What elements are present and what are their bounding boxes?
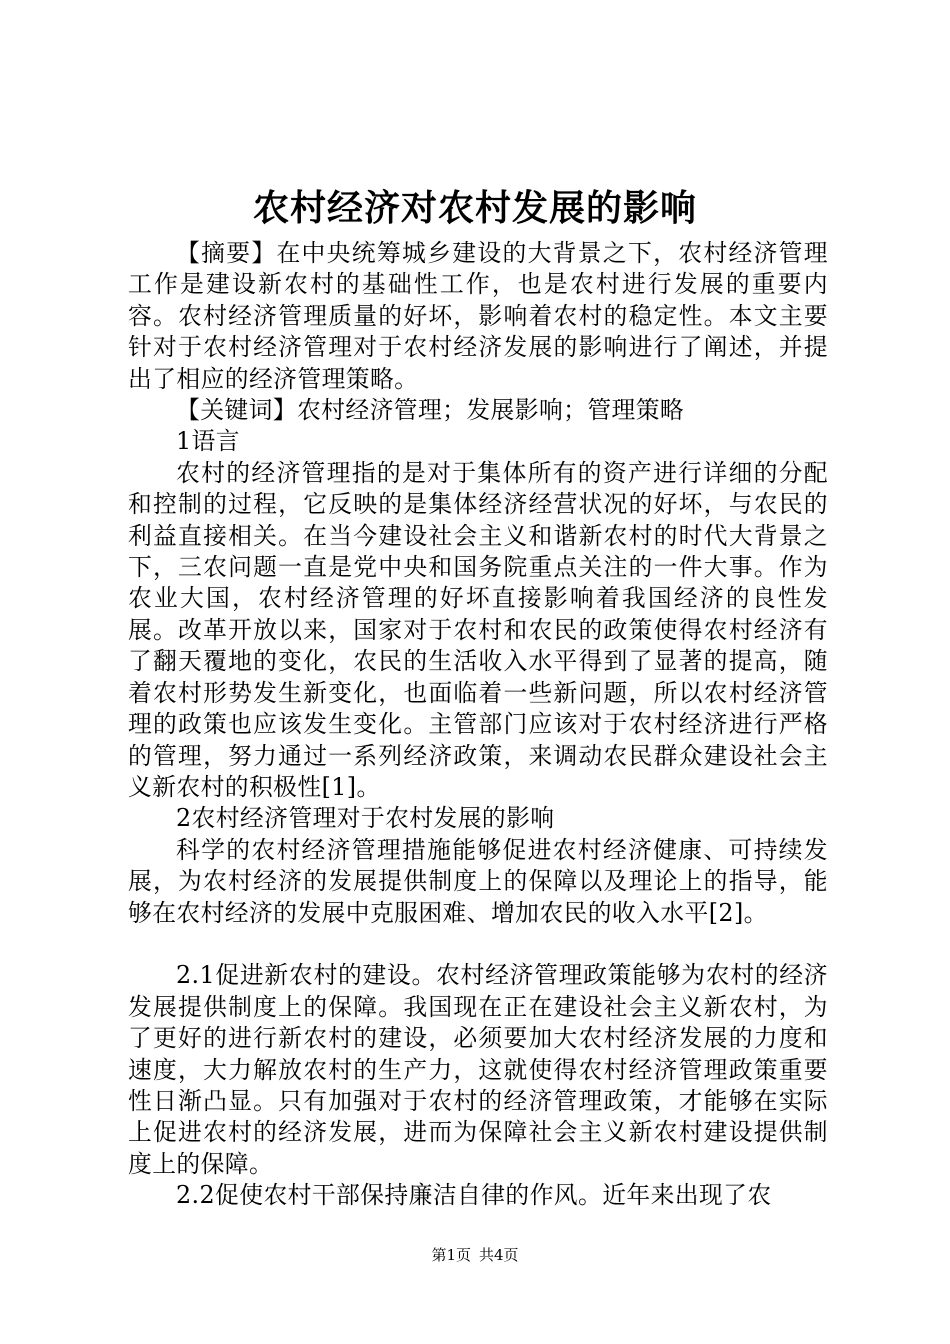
section-1-paragraph: 农村的经济管理指的是对于集体所有的资产进行详细的分配和控制的过程，它反映的是集体经济经营状况的好坏，与农民的利益直接相关。在当今建设社会主义和谐新农村的时代大背景之下，三农问题一直是党中央和国务院重点关注的一件大事。作为农业大国，农村经济管理的好坏直接影响着我国经济的良性发展。改革开放以来，国家对于农村和农民的政策使得农村经济有了翻天覆地的变化，农民的生活收入水平得到了显著的提高，随着农村形势发生新变化，也面临着一些新问题，所以农村经济管理的政策也应该发生变化。主管部门应该对于农村经济进行严格的管理，努力通过一系列经济政策，来调动农民群众建设社会主义新农村的积极性[1]。 [128,458,828,801]
page-total: 共4页 [479,1246,519,1264]
section-2-paragraph: 科学的农村经济管理措施能够促进农村经济健康、可持续发展，为农村经济的发展提供制度上的保障以及理论上的指导，能够在农村经济的发展中克服困难、增加农民的收入水平[2]。 [128,835,828,927]
section-2-1-paragraph: 2.1促进新农村的建设。农村经济管理政策能够为农村的经济发展提供制度上的保障。我国现在正在建设社会主义新农村，为了更好的进行新农村的建设，必须要加大农村经济发展的力度和速度，大力解放农村的生产力，这就使得农村经济管理政策重要性日渐凸显。只有加强对于农村的经济管理政策，才能够在实际上促进农村的经济发展，进而为保障社会主义新农村建设提供制度上的保障。 [128,961,828,1178]
section-1-heading: 1语言 [176,427,240,456]
page-number: 第1页 [431,1246,471,1264]
section-2-heading: 2农村经济管理对于农村发展的影响 [176,804,555,833]
paragraph-gap [128,929,828,960]
page-footer [0,1244,950,1266]
document-body [128,238,828,1212]
section-2-2-paragraph: 2.2促使农村干部保持廉洁自律的作风。近年来出现了农 [176,1181,772,1210]
keywords-paragraph: 【关键词】农村经济管理；发展影响；管理策略 [176,396,685,425]
document-title: 农村经济对农村发展的影响 [252,187,697,229]
abstract-paragraph: 【摘要】在中央统筹城乡建设的大背景之下，农村经济管理工作是建设新农村的基础性工作，也是农村进行发展的重要内容。农村经济管理质量的好坏，影响着农村的稳定性。本文主要针对于农村经济管理对于农村经济发展的影响进行了阐述，并提出了相应的经济管理策略。 [128,239,828,393]
